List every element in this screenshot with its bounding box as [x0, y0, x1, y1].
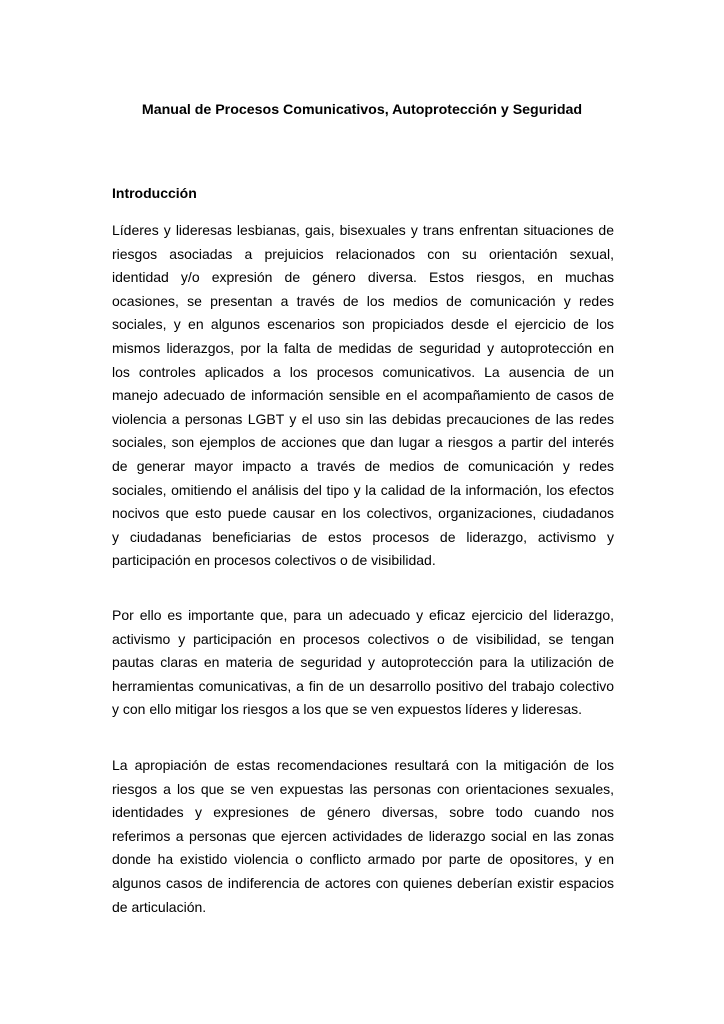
paragraph-line: mismos liderazgos, por la falta de medidas de seguridad y autoprotección en [112, 339, 614, 356]
paragraph-line: nocivos que esto puede causar en los colectivos, organizaciones, ciudadanos [112, 505, 614, 522]
paragraph-line: algunos casos de indiferencia de actores con quienes deberían existir espacios [112, 874, 614, 891]
paragraph-line: donde ha existido violencia o conflicto armado por parte de opositores, y en [112, 851, 614, 868]
paragraph-line: riesgos asociadas a prejuicios relacionados con su orientación sexual, [112, 245, 614, 262]
paragraph-line: La apropiación de estas recomendaciones resultará con la mitigación de los [112, 757, 614, 773]
paragraph-line: sociales, son ejemplos de acciones que dan lugar a riesgos a partir del interés [112, 434, 614, 451]
paragraph-line: riesgos a los que se ven expuestas las personas con orientaciones sexuales, [112, 780, 614, 797]
paragraph-line: referimos a personas que ejercen actividades de liderazgo social en las zonas [112, 827, 614, 844]
paragraph-line: y con ello mitigar los riesgos a los que se ven expuestos líderes y lideresas. [112, 701, 583, 718]
paragraph-3 [112, 754, 614, 919]
paragraph-line: de generar mayor impacto a través de medios de comunicación y redes [112, 457, 614, 474]
paragraph-line: y ciudadanas beneficiarias de estos procesos de liderazgo, activismo y [112, 528, 614, 545]
document-title: Manual de Procesos Comunicativos, Autoprotección y Seguridad [141, 102, 583, 118]
paragraph-line: activismo y participación en procesos colectivos o de visibilidad, se tengan [112, 630, 614, 647]
paragraph-line: de articulación. [112, 898, 207, 915]
paragraph-line: Líderes y lideresas lesbianas, gais, bisexuales y trans enfrentan situaciones de [112, 222, 614, 238]
paragraph-line: manejo adecuado de información sensible en el acompañamiento de casos de [112, 387, 614, 404]
paragraph-1 [112, 219, 614, 573]
paragraph-line: participación en procesos colectivos o de visibilidad. [112, 552, 436, 569]
paragraph-line: violencia a personas LGBT y el uso sin las debidas precauciones de las redes [112, 410, 614, 427]
paragraph-line: sociales, y en algunos escenarios son propiciados desde el ejercicio de los [112, 316, 614, 333]
paragraph-line: pautas claras en materia de seguridad y autoprotección para la utilización de [112, 654, 614, 671]
paragraph-2 [112, 604, 614, 722]
paragraph-line: identidad y/o expresión de género diversa. Estos riesgos, en muchas [112, 269, 614, 286]
section-heading: Introducción [112, 185, 197, 201]
paragraph-line: ocasiones, se presentan a través de los medios de comunicación y redes [112, 292, 614, 309]
paragraph-line: herramientas comunicativas, a fin de un desarrollo positivo del trabajo colectivo [112, 677, 614, 694]
paragraph-line: identidades y expresiones de género diversas, sobre todo cuando nos [112, 804, 614, 821]
paragraph-line: los controles aplicados a los procesos comunicativos. La ausencia de un [112, 363, 614, 380]
paragraph-line: sociales, omitiendo el análisis del tipo y la calidad de la información, los efectos [112, 481, 614, 498]
paragraph-line: Por ello es importante que, para un adecuado y eficaz ejercicio del liderazgo, [112, 607, 614, 623]
